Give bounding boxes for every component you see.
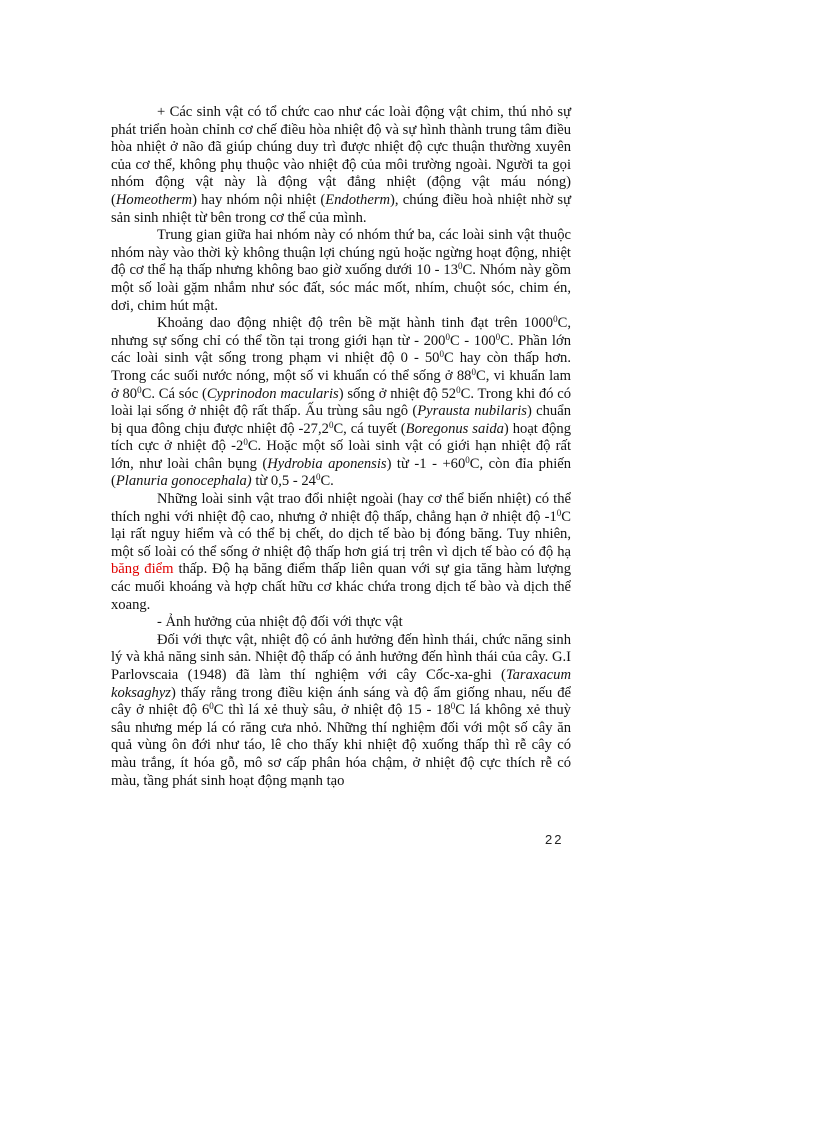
text-run: ) hoạt động tích cực ở nhiệt độ -2	[111, 420, 571, 455]
paragraph	[111, 104, 571, 227]
superscript: 0	[556, 507, 562, 518]
superscript: 0	[450, 701, 456, 712]
italic-term: Homeotherm	[115, 191, 193, 208]
italic-term: Cyprinodon macularis	[206, 385, 339, 402]
text-run: Khoảng dao động nhiệt độ trên bề mặt hành tinh đạt trên 1000	[157, 315, 554, 332]
text-run: từ 0,5 - 24	[251, 473, 316, 490]
italic-term: Boregonus saida	[405, 420, 504, 437]
text-run: C. Cá sóc (	[141, 385, 207, 402]
superscript: 0	[495, 331, 501, 342]
highlighted-term: băng điểm	[111, 561, 174, 578]
text-run: ) chuẩn bị qua đông chịu được nhiệt độ -27,2	[111, 403, 571, 437]
paragraph	[111, 632, 571, 790]
text-run: ), chúng điều hoà nhiệt nhờ sự sản sinh nhiệt từ bên trong cơ thể của mình.	[111, 191, 571, 226]
superscript: 0	[243, 437, 248, 448]
text-run: Trung gian giữa hai nhóm này có nhóm thứ ba, các loài sinh vật thuộc nhóm này vào thời kỳ không thuận lợi chúng ngủ hoặc ngừng hoạt động, nhiệt độ cơ thể hạ thấp nhưng không bao giờ xuống dưới 10 - 13	[111, 227, 571, 279]
italic-term: Hydrobia aponensis	[267, 455, 387, 472]
text-run: ) hay nhóm nội nhiệt (	[192, 191, 326, 208]
italic-term: Pyrausta nubilaris	[417, 403, 527, 420]
text-run: C. Hoặc một số loài sinh vật có giới hạn nhiệt độ rất lớn, như loài chân bụng (	[111, 438, 572, 472]
text-run: C hay còn thấp hơn. Trong các suối nước nóng, một số vi khuẩn có thể sống ở 88	[111, 350, 571, 384]
superscript: 0	[458, 261, 463, 272]
text-run: ) sống ở nhiệt độ 52	[338, 385, 457, 402]
superscript: 0	[553, 314, 558, 325]
text-run: C, còn đỉa phiến (	[111, 455, 572, 490]
superscript: 0	[315, 472, 321, 483]
document-body	[111, 104, 571, 790]
paragraph	[111, 614, 571, 632]
superscript: 0	[465, 454, 470, 465]
text-run: C lá không xẻ thuỳ sâu nhưng mép lá có răng cưa nhỏ. Những thí nghiệm đối với một số cây ăn quả vùng ôn đới như táo, lê cho thấy khi nhiệt độ xuống thấp thì rễ cây có màu trắng, ít hóa gỗ, mô sơ cấp phân hóa chậm, ở nhiệt độ cực thích rễ có màu, tầng phát sinh hoạt động mạnh tạo	[111, 702, 571, 789]
superscript: 0	[439, 349, 444, 360]
text-run: Những loài sinh vật trao đổi nhiệt ngoài (hay cơ thể biến nhiệt) có thể thích nghi với nhiệt độ cao, nhưng ở nhiệt độ thấp, chẳng hạn ở nhiệt độ -1	[111, 491, 571, 525]
superscript: 0	[328, 419, 334, 430]
paragraph	[111, 491, 571, 614]
italic-term: Taraxacum koksaghyz	[111, 667, 571, 701]
paragraph	[111, 227, 571, 315]
page-number: 22	[545, 832, 564, 847]
text-run: + Các sinh vật có tổ chức cao như các loài động vật chim, thú nhỏ sự phát triển hoàn chỉnh cơ chế điều hòa nhiệt độ và sự hình thành trung tâm điều hòa nhiệt ở não đã giúp chúng duy trì được nhiệt độ cực thuận thường xuyên của cơ thể, không phụ thuộc vào nhiệt độ của môi trường ngoài. Người ta gọi nhóm động vật này là động vật đẳng nhiệt (động vật máu nóng) (	[111, 104, 571, 208]
text-run: C, vi khuẩn lam ở 80	[111, 367, 571, 402]
text-run: ) thấy rằng trong điều kiện ánh sáng và độ ẩm giống nhau, nếu để cây ở nhiệt độ 6	[111, 684, 571, 719]
text-run: - Ảnh hưởng của nhiệt độ đối với thực vật	[157, 614, 403, 631]
superscript: 0	[137, 384, 142, 395]
text-run: ) từ -1 - +60	[386, 455, 466, 472]
superscript: 0	[456, 384, 461, 395]
text-run: C, cá tuyết (	[333, 420, 406, 437]
superscript: 0	[445, 331, 450, 342]
text-run: C.	[320, 473, 334, 490]
italic-term: Endotherm	[325, 191, 391, 208]
text-run: C, nhưng sự sống chỉ có thể tồn tại trong giới hạn từ - 200	[111, 315, 571, 349]
text-run: C lại rất nguy hiểm và có thể bị chết, do dịch tế bào bị đóng băng. Tuy nhiên, một số loài có thể sống ở nhiệt độ thấp hơn giá trị trên vì dịch tế bào có độ hạ	[111, 508, 571, 560]
superscript: 0	[209, 701, 214, 712]
text-run: C. Trong khi đó có loài lại sống ở nhiệt độ rất thấp. Ấu trùng sâu ngô (	[111, 385, 571, 420]
text-run: C. Phần lớn các loài sinh vật sống trong phạm vi nhiệt độ 0 - 50	[111, 332, 571, 367]
italic-term: Planuria gonocephala)	[115, 473, 252, 490]
text-run: C. Nhóm này gồm một số loài gặm nhắm như sóc đất, sóc mác mốt, nhím, chuột sóc, chim én, dơi, chim hút mật.	[111, 262, 571, 314]
text-run: C - 100	[449, 332, 496, 349]
superscript: 0	[471, 366, 476, 377]
text-run: thấp. Độ hạ băng điểm thấp liên quan với sự gia tăng hàm lượng các muối khoáng và hợp chất hữu cơ khác chứa trong dịch tế bào và dịch thể xoang.	[111, 561, 571, 613]
text-run: C thì lá xẻ thuỳ sâu, ở nhiệt độ 15 - 18	[213, 702, 451, 719]
paragraph	[111, 315, 571, 491]
text-run: Đối với thực vật, nhiệt độ có ảnh hưởng đến hình thái, chức năng sinh lý và khả năng sinh sản. Nhiệt độ thấp có ảnh hưởng đến hình thái của cây. G.I Parlovscaia (1948) đã làm thí nghiệm với cây Cốc-xa-ghi (	[111, 631, 571, 683]
